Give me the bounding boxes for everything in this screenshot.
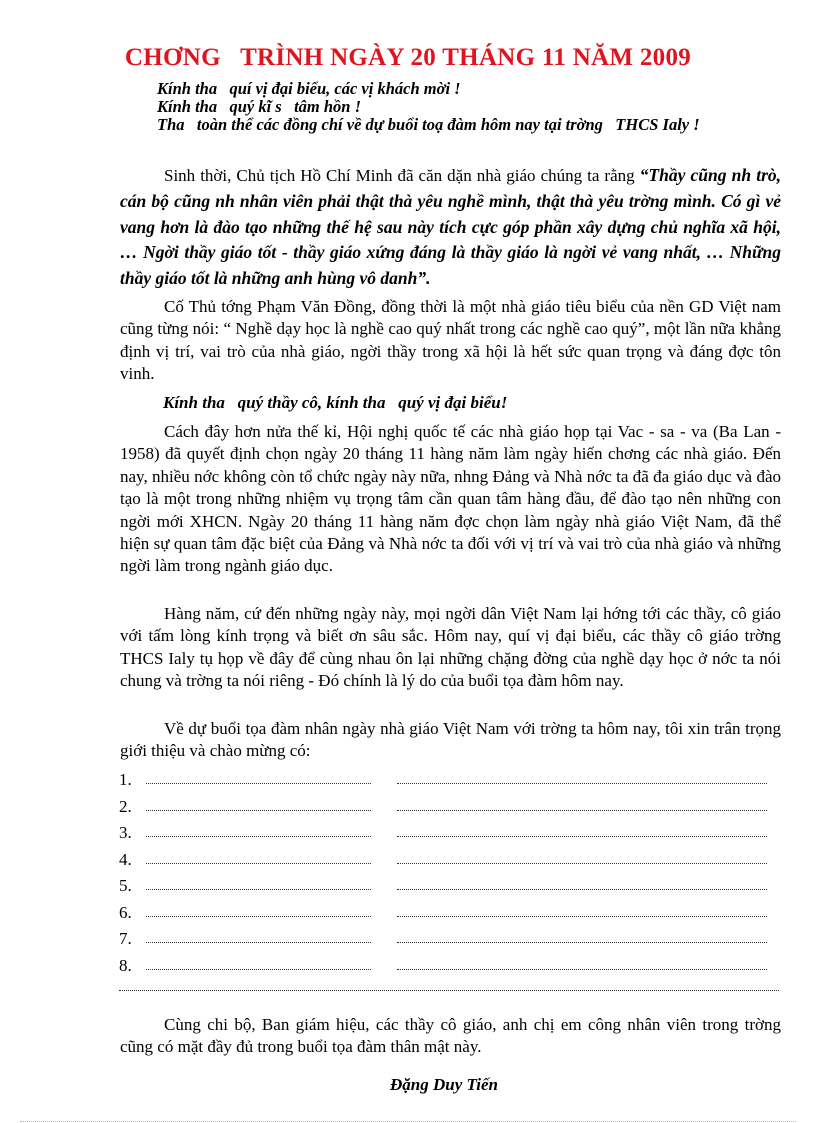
paragraph-pham-van-dong <box>120 296 781 386</box>
dotted-fill-line <box>146 942 371 943</box>
guest-list-item <box>119 850 779 877</box>
page-title: CHƠNG TRÌNH NGÀY 20 THÁNG 11 NĂM 2009 <box>124 44 692 71</box>
guest-list-item <box>119 903 779 930</box>
dotted-fill-line <box>397 863 767 864</box>
guest-list-item <box>119 797 779 824</box>
guest-list-item <box>119 956 779 983</box>
list-number: 1. <box>119 770 132 789</box>
paragraph-1-text: Sinh thời, Chủ tịch Hồ Chí Minh đã căn dặn nhà giáo chúng ta rằng <box>164 166 640 185</box>
guest-list-item <box>119 929 779 956</box>
dotted-fill-line <box>146 783 371 784</box>
dotted-fill-line <box>146 836 371 837</box>
paragraph-history <box>120 421 781 578</box>
dotted-fill-line <box>146 889 371 890</box>
paragraph-introduction <box>120 718 781 763</box>
list-number: 4. <box>119 849 132 869</box>
subheading-greeting: Kính tha quý thầy cô, kính tha quý vị đại biểu! <box>163 393 508 412</box>
paragraph-2-text: Cố Thủ tớng Phạm Văn Đồng, đồng thời là một nhà giáo tiêu biểu của nền GD Việt nam cũng từng nói: “ Nghề dạy học là nghề cao quý nhất trong các nghề cao quý”, một lần nữa khẳng định vị trí, vai trò của nhà giáo, ngời thầy trong xã hội là hết sức quan trọng và đáng đợc tôn vinh. <box>120 297 781 384</box>
ho-chi-minh-quote: “Thầy cũng nh trò, cán bộ cũng nh nhân viên phải thật thà yêu nghề mình, thật thà yêu trờng mình. Có gì vẻ vang hơn là đào tạo những thế hệ sau này tích cực góp phần xây dựng chủ nghĩa xã hội, … Ngời thầy giáo tốt - thầy giáo xứng đáng là thầy giáo là ngời vẻ vang nhất, … Những thầy giáo tốt là những anh hùng vô danh”. <box>120 165 782 289</box>
paragraph-3-text: Cách đây hơn nửa thế kỉ, Hội nghị quốc tế các nhà giáo họp tại Vac - sa - va (Ba Lan - 1958) đã quyết định chọn ngày 20 tháng 11 hàng năm làm ngày hiến chơng các nhà giáo. Đến nay, nhiều nớc không còn tổ chức ngày này nữa, nhng Đảng và Nhà nớc ta đã đa giáo dục và đào tạo là một trong những nhiệm vụ trọng tâm cần quan tâm hàng đầu, để đào tạo nên những con ngời mới XHCN. Ngày 20 tháng 11 hàng năm đợc chọn làm ngày nhà giáo Việt Nam, đã thể hiện sự quan tâm đặc biệt của Đảng và Nhà nớc ta đối với vị trí và vai trò của nhà giáo và những ngời làm trong ngành giáo dục. <box>120 422 781 576</box>
paragraph-closing <box>120 1014 781 1059</box>
paragraph-ho-chi-minh-quote <box>120 163 781 292</box>
greeting-line-1: Kính tha quí vị đại biểu, các vị khách mời ! <box>157 79 461 98</box>
paragraph-gratitude <box>120 603 781 693</box>
list-number: 6. <box>119 902 132 922</box>
guest-list-item <box>119 823 779 850</box>
dotted-fill-line <box>397 889 767 890</box>
signature: Đặng Duy Tiến <box>390 1075 498 1094</box>
paragraph-6-text: Cùng chi bộ, Ban giám hiệu, các thầy cô giáo, anh chị em công nhân viên trong trờng cũng có mặt đầy đủ trong buổi tọa đàm thân mật này. <box>120 1015 781 1057</box>
paragraph-4-text: Hàng năm, cứ đến những ngày này, mọi ngời dân Việt Nam lại hớng tới các thầy, cô giáo với tấm lòng kính trọng và biết ơn sâu sắc. Hôm nay, quí vị đại biểu, các thầy cô giáo trờng THCS Ialy tụ họp về đây để cùng nhau ôn lại những chặng đờng của nghề dạy học ở nớc ta nói chung và trờng ta nói riêng - Đó chính là lý do của buổi tọa đàm hôm nay. <box>120 604 781 691</box>
list-number: 2. <box>119 796 132 816</box>
guest-list-item <box>119 876 779 903</box>
dotted-fill-line <box>397 810 767 811</box>
dotted-fill-line <box>397 969 767 970</box>
dotted-fill-line <box>146 969 371 970</box>
dotted-fill-line <box>146 810 371 811</box>
guest-list-item <box>119 770 779 797</box>
page-bottom-dotted-line <box>20 1121 796 1122</box>
dotted-fill-line <box>397 916 767 917</box>
dotted-fill-line <box>146 863 371 864</box>
dotted-fill-line <box>397 942 767 943</box>
dotted-fill-line <box>146 916 371 917</box>
list-number: 7. <box>119 929 132 948</box>
dotted-separator <box>119 990 779 991</box>
paragraph-5-text: Về dự buổi tọa đàm nhân ngày nhà giáo Việt Nam với trờng ta hôm nay, tôi xin trân trọng giới thiệu và chào mừng có: <box>120 719 781 761</box>
greeting-line-2: Kính tha quý kĩ s tâm hồn ! <box>157 97 362 116</box>
list-number: 5. <box>119 876 132 895</box>
dotted-fill-line <box>397 783 767 784</box>
dotted-fill-line <box>397 836 767 837</box>
greeting-line-3: Tha toàn thể các đồng chí về dự buổi toạ đàm hôm nay tại trờng THCS Ialy ! <box>157 115 700 134</box>
list-number: 8. <box>119 955 132 975</box>
list-number: 3. <box>119 823 132 842</box>
guest-list <box>119 770 779 982</box>
